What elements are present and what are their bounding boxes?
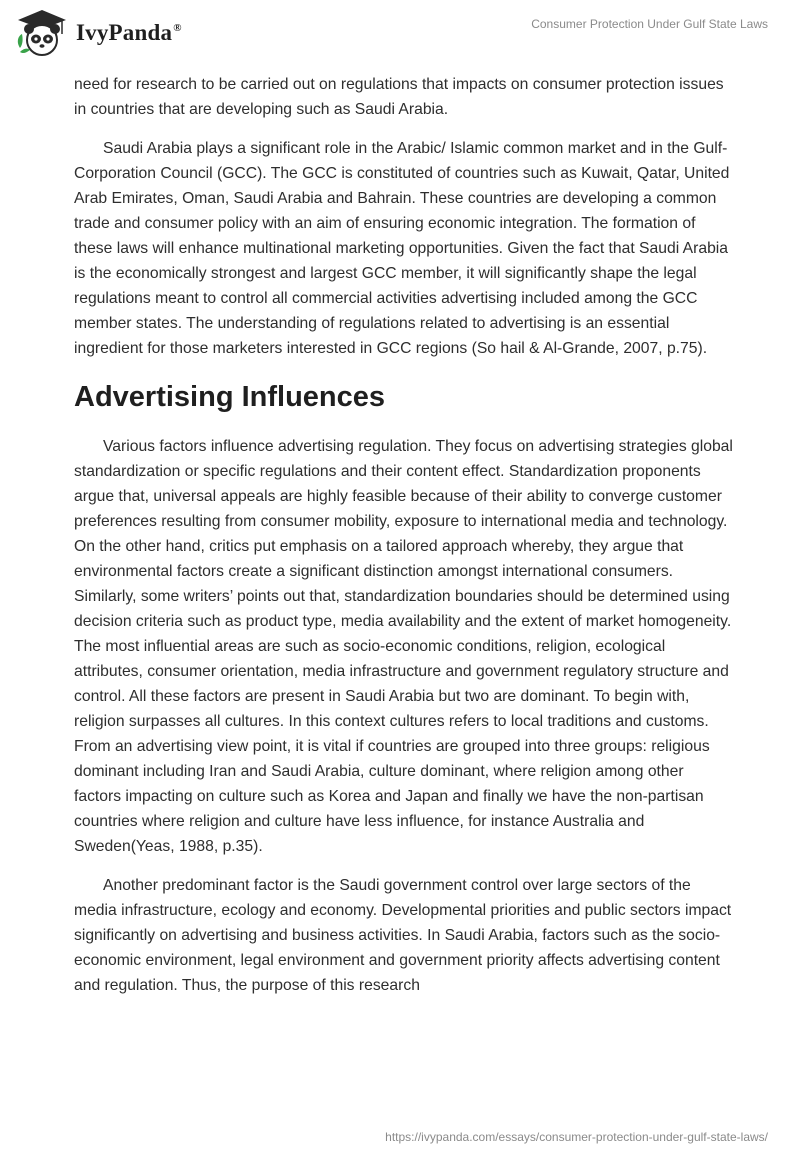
essay-body [74,72,734,1012]
brand-name: IvyPanda® [76,20,182,45]
ivypanda-logo[interactable] [14,8,182,58]
registered-mark: ® [173,22,182,35]
paragraph-gcc: Saudi Arabia plays a significant role in the Arabic/ Islamic common market and in the Gulf-Corporation Council (GCC). The GCC is constituted of countries such as Kuwait, Qatar, United Arab Emirates, Oman, Saudi Arabia and Bahrain. These countries are developing a common trade and consumer policy with an aim of ensuring economic integration. The formation of these laws will enhance multinational marketing opportunities. Given the fact that Saudi Arabia is the economically strongest and largest GCC member, it will significantly shape the legal regulations meant to control all commercial activities advertising included among the GCC member states. The understanding of regulations related to advertising is an essential ingredient for those marketers interested in GCC regions (So hail & Al-Grande, 2007, p.75). [74,140,730,357]
source-url[interactable]: https://ivypanda.com/essays/consumer-protection-under-gulf-state-laws/ [385,1130,768,1144]
page-header [0,0,800,70]
paragraph-government: Another predominant factor is the Saudi government control over large sectors of the media infrastructure, ecology and economy. Developmental priorities and public sectors impact significantly on advertising and business activities. In Saudi Arabia, factors such as the socio-economic environment, legal environment and government priority affects advertising content and regulation. Thus, the purpose of this research [74,877,732,994]
paragraph-factors: Various factors influence advertising regulation. They focus on advertising strategies global standardization or specific regulations and their content effect. Standardization proponents argue that, universal appeals are highly feasible because of their ability to converge customer preferences resulting from consumer mobility, exposure to international media and technology. On the other hand, critics put emphasis on a tailored approach whereby, they argue that environmental factors create a significant distinction amongst international consumers. Similarly, some writers’ points out that, standardization boundaries should be determined using decision criteria such as product type, media availability and the extent of market homogeneity. The most influential areas are such as socio-economic conditions, religion, ecological attributes, consumer orientation, media infrastructure and government regulatory structure and control. All these factors are present in Saudi Arabia but two are dominant. To begin with, religion surpasses all cultures. In this context cultures refers to local traditions and customs. From an advertising view point, it is vital if countries are grouped into three groups: religious dominant including Iran and Saudi Arabia, culture dominant, where religion among other factors impacting on culture such as Korea and Japan and finally we have the non-partisan countries where religion and culture have less influence, for instance Australia and Sweden(Yeas, 1988, p.35). [74,438,733,855]
paragraph-continued: need for research to be carried out on regulations that impacts on consumer protection issues in countries that are developing such as Saudi Arabia. [74,76,724,118]
section-heading: Advertising Influences [74,381,386,413]
panda-graduate-icon [14,8,70,58]
document-title: Consumer Protection Under Gulf State Laws [531,17,768,31]
